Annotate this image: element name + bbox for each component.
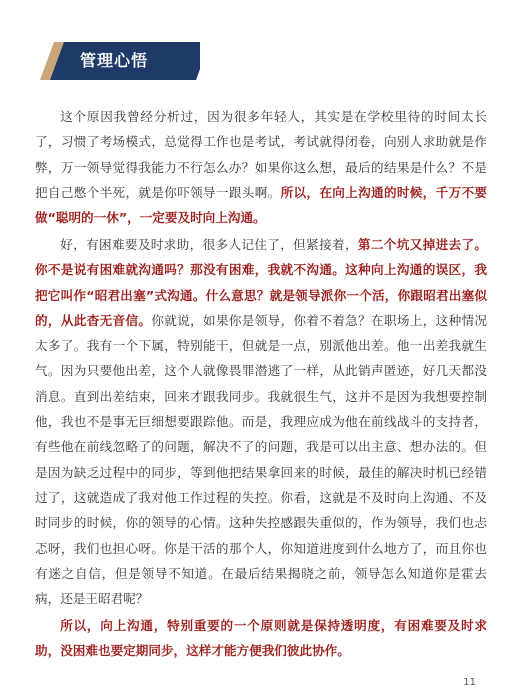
- section-title: 管理心悟: [80, 51, 149, 70]
- body-text: 你就说，如果你是领导，你着不着急？在职场上，这种情况太多了。我有一个下属，特别能干，但就是一点，别派他出差。他一出差我就生气。因为只要他出差，这个人就像畏罪潜逃了一样，从此销声匿迹，好几天都没消息。直到出差结束，回来才跟我同步。我就很生气，这并不是因为我想要控制他，我也不是事无巨细想要跟踪他。而是，我理应成为他在前线战斗的支持者，有些他在前线忽略了的问题，解决不了的问题，我是可以出主意、想办法的。但是因为缺乏过程中的同步，等到他把结果拿回来的时候，最佳的解决时机已经错过了，这就造成了我对他工作过程的失控。你看，这就是不及时向上沟通、不及时同步的时候，你的领导的心情。这种失控感跟失重似的，作为领导，我们也忐忑呀，我们也担心呀。你是干活的那个人，你知道进度到什么地方了，而且你也有迷之自信，但是领导不知道。在最后结果揭晓之前，领导怎么知道你是霍去病，还是王昭君呢？: [35, 312, 488, 607]
- body-text: 这个原因我曾经分析过，因为很多年轻人，其实是在学校里待的时间太长了，习惯了考场模式，总觉得工作也是考试，考试就得闭卷，向别人求助就是作弊，万一领导觉得我能力不行怎么办？如果你这么想，最后的结果是什么？不是把自己憋个半死，就是你吓领导一跟头啊。: [35, 109, 487, 200]
- emphasis-text: 所以，向上沟通，特别重要的一个原则就是保持透明度，有困难要及时求助，没困难也要定期同步，这样才能方便我们彼此协作。: [35, 617, 487, 659]
- emphasis-text: 所以，在向上沟通的时候，千万不要做“聪明的一休”，一定要及时向上沟通。: [35, 184, 488, 226]
- paragraph: [35, 104, 487, 230]
- page-number: 11: [463, 677, 476, 688]
- article-body: [35, 104, 487, 665]
- paragraph: [35, 613, 487, 664]
- paragraph: [35, 232, 487, 611]
- emphasis-text: 第二个坑又掉进去了。你不是说有困难就沟通吗？那没有困难，我就不沟通。这种向上沟通的误区，我把它叫作“昭君出塞”式沟通。什么意思？就是领导派你一个活，你跟昭君出塞似的，从此杳无音信。: [35, 236, 488, 328]
- body-text: 好，有困难要及时求助，很多人记住了，但紧接着，: [60, 236, 358, 252]
- section-header: [40, 42, 200, 80]
